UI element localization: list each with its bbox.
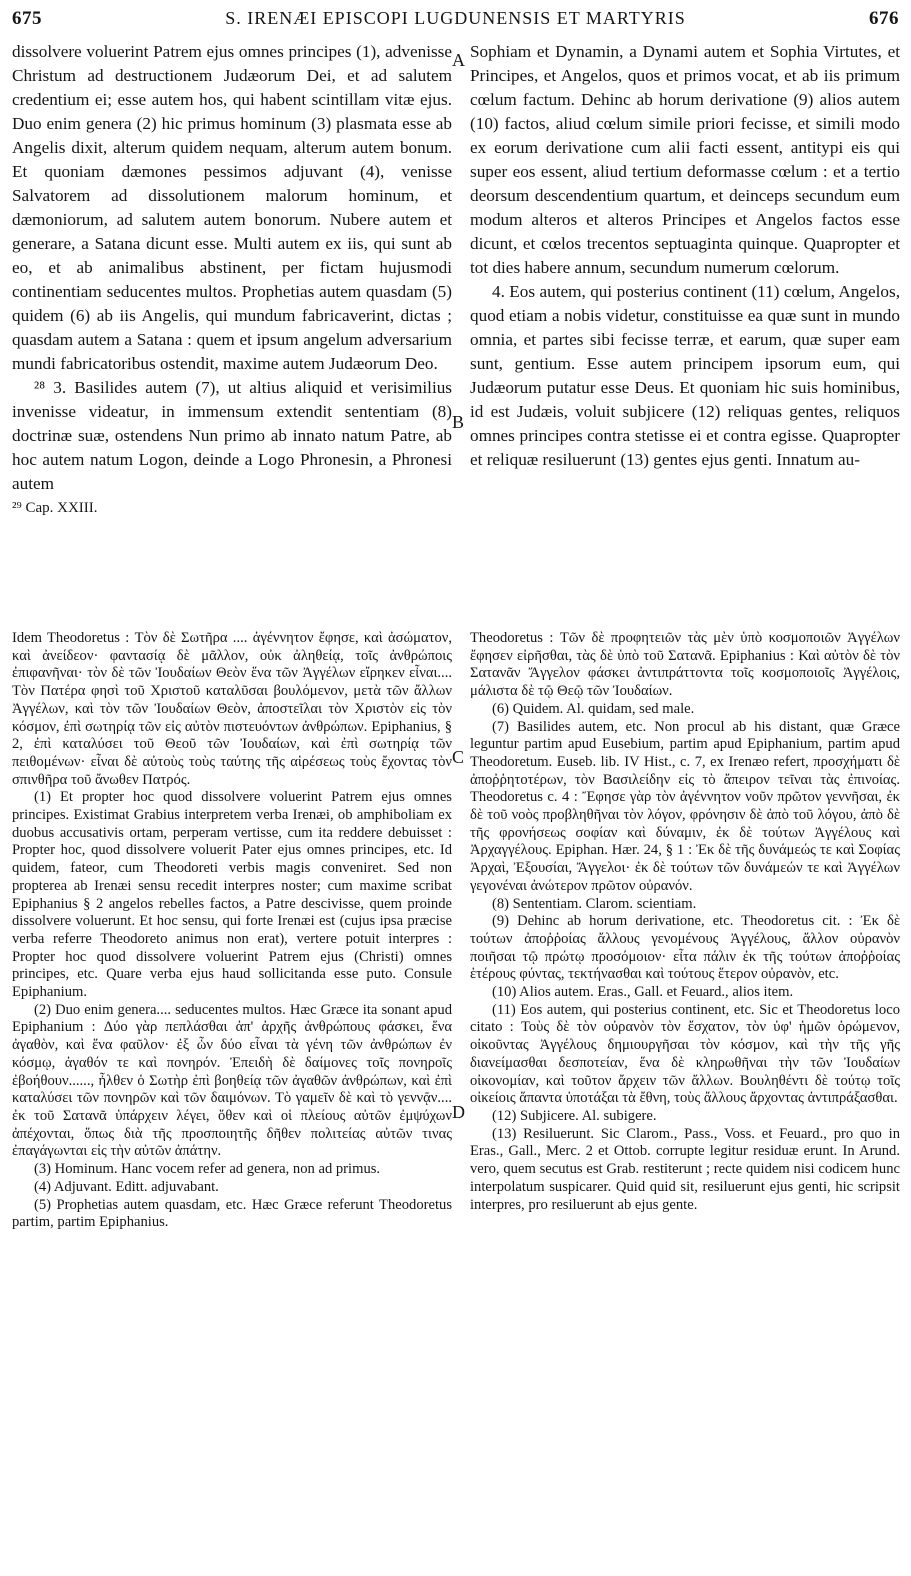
footnote: (1) Et propter hoc quod dissolvere voluerint Patrem ejus omnes principes. Existimat Grabius interpretem verba Irenæi, ob amphiboliam ex duobus accusativis ortam, perperam vertisse, cum ita reddere debuisset : Propter hoc, quod dissolvere voluerit Pater ejus omnes principes, etc. Id quidem, fateor, cum Theodoreti verbis magis conveniret. Sed non propterea ab Irenæi sensu recedit interpres noster; cum maxime scribat Epiphanius § 2 angelos rebelles factos, a Patre descivisse, quem proinde dissolvere voluerunt. Et hoc sensu, qui forte Irenæi est (cujus ipsa præcise verba referre Theodoreto animus non erat), vertere potuit interpres : Propter hoc quod dissolvere voluerint Patrem ejus (Christi) omnes principes, etc. Quare verba ejus haud sollicitanda esse puto. Consule Epiphanium. [12,789,452,1001]
footnote: (13) Resiluerunt. Sic Clarom., Pass., Voss. et Feuard., pro quo in Eras., Gall., Merc. 2 et Ottob. corrupte legitur residuæ erunt. In Arund. vero, quem secutus est Grab. restiterunt ; recte quidem nisi codicem hunc interpolatum suspicarer. Quid quid sit, resiluerunt ejus genti, hic scripsit interpres, pro resiluerunt ab ejus gente. [470,1125,900,1213]
footnote: (3) Hominum. Hanc vocem refer ad genera, non ad primus. [34,1161,381,1178]
page-number-right: 676 [869,8,899,29]
footnote: (5) Prophetias autem quasdam, etc. Hæc Græce referunt Theodoretus partim, partim Epiphanius. [12,1196,452,1231]
main-text-left-column [12,40,452,520]
footnote: (9) Dehinc ab horum derivatione, etc. Theodoretus cit. : Ἐκ δὲ τούτων ἀποῤῥοίας ἄλλους γενομένους Ἀγγέλους, ἄλλον οὐρανὸν ποιῆσαι τῷ πρώτῳ προσόμοιον· εἶτα πάλιν ἐκ τῆς τούτων ἀποῤῥοίας ἑτέρους φύντας, τεκτήνασθαι καὶ τούτους ἕτερον οὐρανὸν, etc. [470,913,900,983]
main-text-right-column [470,40,900,472]
page-number-left: 675 [12,8,42,29]
footnote: (2) Duo enim genera.... seducentes multos. Hæc Græce ita sonant apud Epiphanium : Δύο γὰρ πεπλάσθαι ἀπ' ἀρχῆς ἀνθρώπους φάσκει, ἕνα ἀγαθὸν, καὶ ἕνα φαῦλον· ἐξ ὧν δύο εἶναι τὰ γένη τῶν ἀνθρώπων ἐν κόσμῳ, ἀγαθόν τε καὶ πονηρόν. Ἐπειδὴ δὲ δαίμονες τοῖς πονηροῖς ἐβοήθουν......, ἦλθεν ὁ Σωτὴρ ἐπὶ βοηθείᾳ τῶν ἀγαθῶν ἀνθρώπων, καὶ ἐπὶ καταλύσει τῶν πονηρῶν καὶ τῶν δαιμόνων. Τὸ γαμεῖν δὲ καὶ τὸ γεννᾷν.... ἐκ τοῦ Σατανᾶ ὑπάρχειν λέγει, ὅθεν καὶ οἱ πλείους αὐτῶν ἐμψύχων ἀπέχονται, ὅπως διὰ τῆς προσποιητῆς δῆθεν πολιτείας αὐτῶν τινας ἐπαγάγωνται εἰς τὴν αὐτῶν ἀπάτην. [12,1001,452,1160]
running-header [12,8,899,36]
margin-letter-a: A [452,50,465,70]
footnote: Idem Theodoretus : Τὸν δὲ Σωτῆρα .... ἀγέννητον ἔφησε, καὶ ἀσώματον, καὶ ἀνείδεον· φαντασίᾳ δὲ μᾶλλον, οὐκ ἀληθείᾳ, τοῖς ἀνθρώποις ἐπιφανῆναι· τὸν δὲ τῶν Ἰουδαίων Θεὸν ἕνα τῶν Ἀγγέλων εἴρηκεν εἶναι.... Τὸν Πατέρα φησὶ τοῦ Χριστοῦ καταλῦσαι βουλόμενον, μετὰ τῶν ἄλλων Ἀγγέλων, καὶ τὸν τῶν Ἰουδαίων Θεὸν, ἀποστεῖλαι τὸν Χριστὸν εἰς τὸν κόσμον, ἐπὶ σωτηρίᾳ τῶν εἰς αὐτὸν πιστευόντων ἀνθρώπων. Epiphanius, § 2, ἐπὶ καταλύσει τοῦ Θεοῦ τῶν Ἰουδαίων, καὶ ἐπὶ σωτηρίᾳ τῶν πειθομένων· εἶναι δὲ αὐτοὺς τοὺς ταύτης τῆς αἱρέσεως τοὺς ἔχοντας τὸν σπινθῆρα τοῦ ἄνωθεν Πατρός. [12,630,452,788]
footnote: (7) Basilides autem, etc. Non procul ab his distant, quæ Græce leguntur partim apud Eusebium, partim apud Epiphanium, partim apud Theodoretum. Euseb. lib. IV Hist., c. 7, ex Irenæo refert, προσχήματι δὲ ἀποῤῥητοτέρων, τὸν Βασιλείδην εἰς τὸ ἄπειρον τεῖναι τὰς ἐπινοίας. Theodoretus c. 4 : Ἔφησε γὰρ τὸν ἀγέννητον νοῦν πρῶτον γεννῆσαι, ἐκ δὲ τοῦ νοὸς προβληθῆναι τὸν λόγον, φρόνησιν δὲ ἀπὸ τοῦ λόγου, ἀπὸ δὲ τῆς φρονήσεως σοφίαν καὶ δύναμιν, ἐκ δὲ τούτων Ἀγγέλους καὶ Ἀρχαγγέλους. Epiphan. Hær. 24, § 1 : Ἐκ δὲ τῆς δυνάμεώς τε καὶ Σοφίας Ἀρχαὶ, Ἐξουσίαι, Ἄγγελοι· ἐκ δὲ τούτων τῶν δυνάμεών τε καὶ Ἀγγέλων γεγονέναι ἀνώτερον πρῶτον οὐρανόν. [470,718,900,894]
main-paragraph: Sophiam et Dynamin, a Dynami autem et Sophia Virtutes, et Principes, et Angelos, quos et primos vocat, et ab iis primum cœlum factum. Dehinc ab horum derivatione (9) alios autem (10) factos, aliud cœlum simile priori fecisse, et simili modo ex eorum derivatione cum alii facti essent, antitypi eis qui super eos essent, aliud tertium deformasse cœlum : et a tertio deorsum descendentium quartum, et deinceps secundum eum modum alteros et alteros Principes et Angelos factos esse dicunt, et cœlos trecentos septuaginta quinque. Quapropter et tot dies habere annum, secundum numerum cœlorum. [470,42,900,277]
main-paragraph: dissolvere voluerint Patrem ejus omnes principes (1), advenisse Christum ad destructionem Judæorum Dei, et ad salutem credentium ei; esse autem hos, qui habent scintillam vitæ ejus. Duo enim genera (2) hic primus hominum (3) plasmata esse ab Angelis dixit, alterum quidem nequam, alterum autem bonum. Et quoniam dæmones pessimos adjuvant (4), venisse Salvatorem ad dissolutionem malorum hominum, et dæmoniorum, ad salutem autem bonorum. Nubere autem et generare, a Satana dicunt esse. Multi autem ex iis, qui sunt ab eo, et ab animalibus abstinent, per fictam hujusmodi continentiam seducentes multos. Prophetias autem quasdam (5) quidem (6) ab iis Angelis, qui mundum fabricaverint, dictas ; quasdam autem a Satana : quem et ipsum angelum adversarium mundi fabricatoribus ostendit, maxime autem Judæorum Deo. [12,42,452,373]
footnote: (11) Eos autem, qui posterius continent, etc. Sic et Theodoretus loco citato : Τοὺς δὲ τὸν οὐρανὸν τὸν ἔσχατον, τὸν ὑφ' ἡμῶν ὁρώμενον, οἰκοῦντας Ἀγγέλους δημιουργῆσαι τὸν κόσμον, καὶ τὴν τῆς γῆς διανείμασθαι δεσποτείαν, ἕνα δὲ κληρωθῆναι τὴν τῶν Ἰουδαίων οἰκονομίαν, καὶ τοῦτον ἄρχειν τῶν ἄλλων. Βουληθέντι δὲ τούτῳ τοῖς οἰκείοις ἅπαντα ὑποτάξαι τὰ ἔθνη, τοὺς ἄλλους ἄρχοντας ἀντιπράξασθαι. [470,1001,900,1107]
footnotes-left-column [12,630,452,1232]
main-paragraph: ²⁸ 3. Basilides autem (7), ut altius aliquid et verisimilius invenisse videatur, in immensum extendit sententiam (8) doctrinæ suæ, ostendens Nun primo ab innato natum Patre, ab hoc autem natum Logon, deinde a Logo Phronesin, a Phronesi autem [12,378,452,493]
footnote: (12) Subjicere. Al. subigere. [492,1107,657,1124]
footnote: Theodoretus : Τῶν δὲ προφητειῶν τὰς μὲν ὑπὸ κοσμοποιῶν Ἀγγέλων ἔφησεν εἰρῆσθαι, τὰς δὲ ὑπὸ τοῦ Σατανᾶ. Epiphanius : Καὶ αὐτὸν δὲ τὸν Σατανᾶν Ἄγγελον φάσκει ἀντιπράττοντα τοῖς κοσμοποιοῖς Ἀγγέλοις, μάλιστα δὲ τῷ Θεῷ τῶν Ἰουδαίων. [470,630,900,700]
footnote: (4) Adjuvant. Editt. adjuvabant. [34,1178,219,1195]
footnote: (10) Alios autem. Eras., Gall. et Feuard., alios item. [492,984,794,1001]
running-title: S. IRENÆI EPISCOPI LUGDUNENSIS ET MARTYRIS [225,8,686,28]
chapter-note: ²⁹ Cap. XXIII. [12,500,98,516]
margin-letter-c: C [452,747,465,767]
footnotes-right-column [470,630,900,1214]
main-paragraph: 4. Eos autem, qui posterius continent (11) cœlum, Angelos, quod etiam a nobis videtur, constituisse ea quæ sunt in mundo omnia, et partes sibi fecisse terræ, et earum, quæ super eam sunt, gentium. Esse autem principem ipsorum eum, qui Judæorum putatur esse Deus. Et quoniam hic suis hominibus, id est Judæis, voluit subjicere (12) reliquas gentes, reliquos omnes principes contra stetisse ei et contra egisse. Quapropter et reliquæ resiluerunt (13) gentes ejus genti. Innatum au- [470,282,900,469]
margin-letter-d: D [452,1102,465,1122]
footnote: (6) Quidem. Al. quidam, sed male. [492,700,695,717]
footnote: (8) Sententiam. Clarom. scientiam. [492,895,697,912]
margin-letter-b: B [452,412,465,432]
